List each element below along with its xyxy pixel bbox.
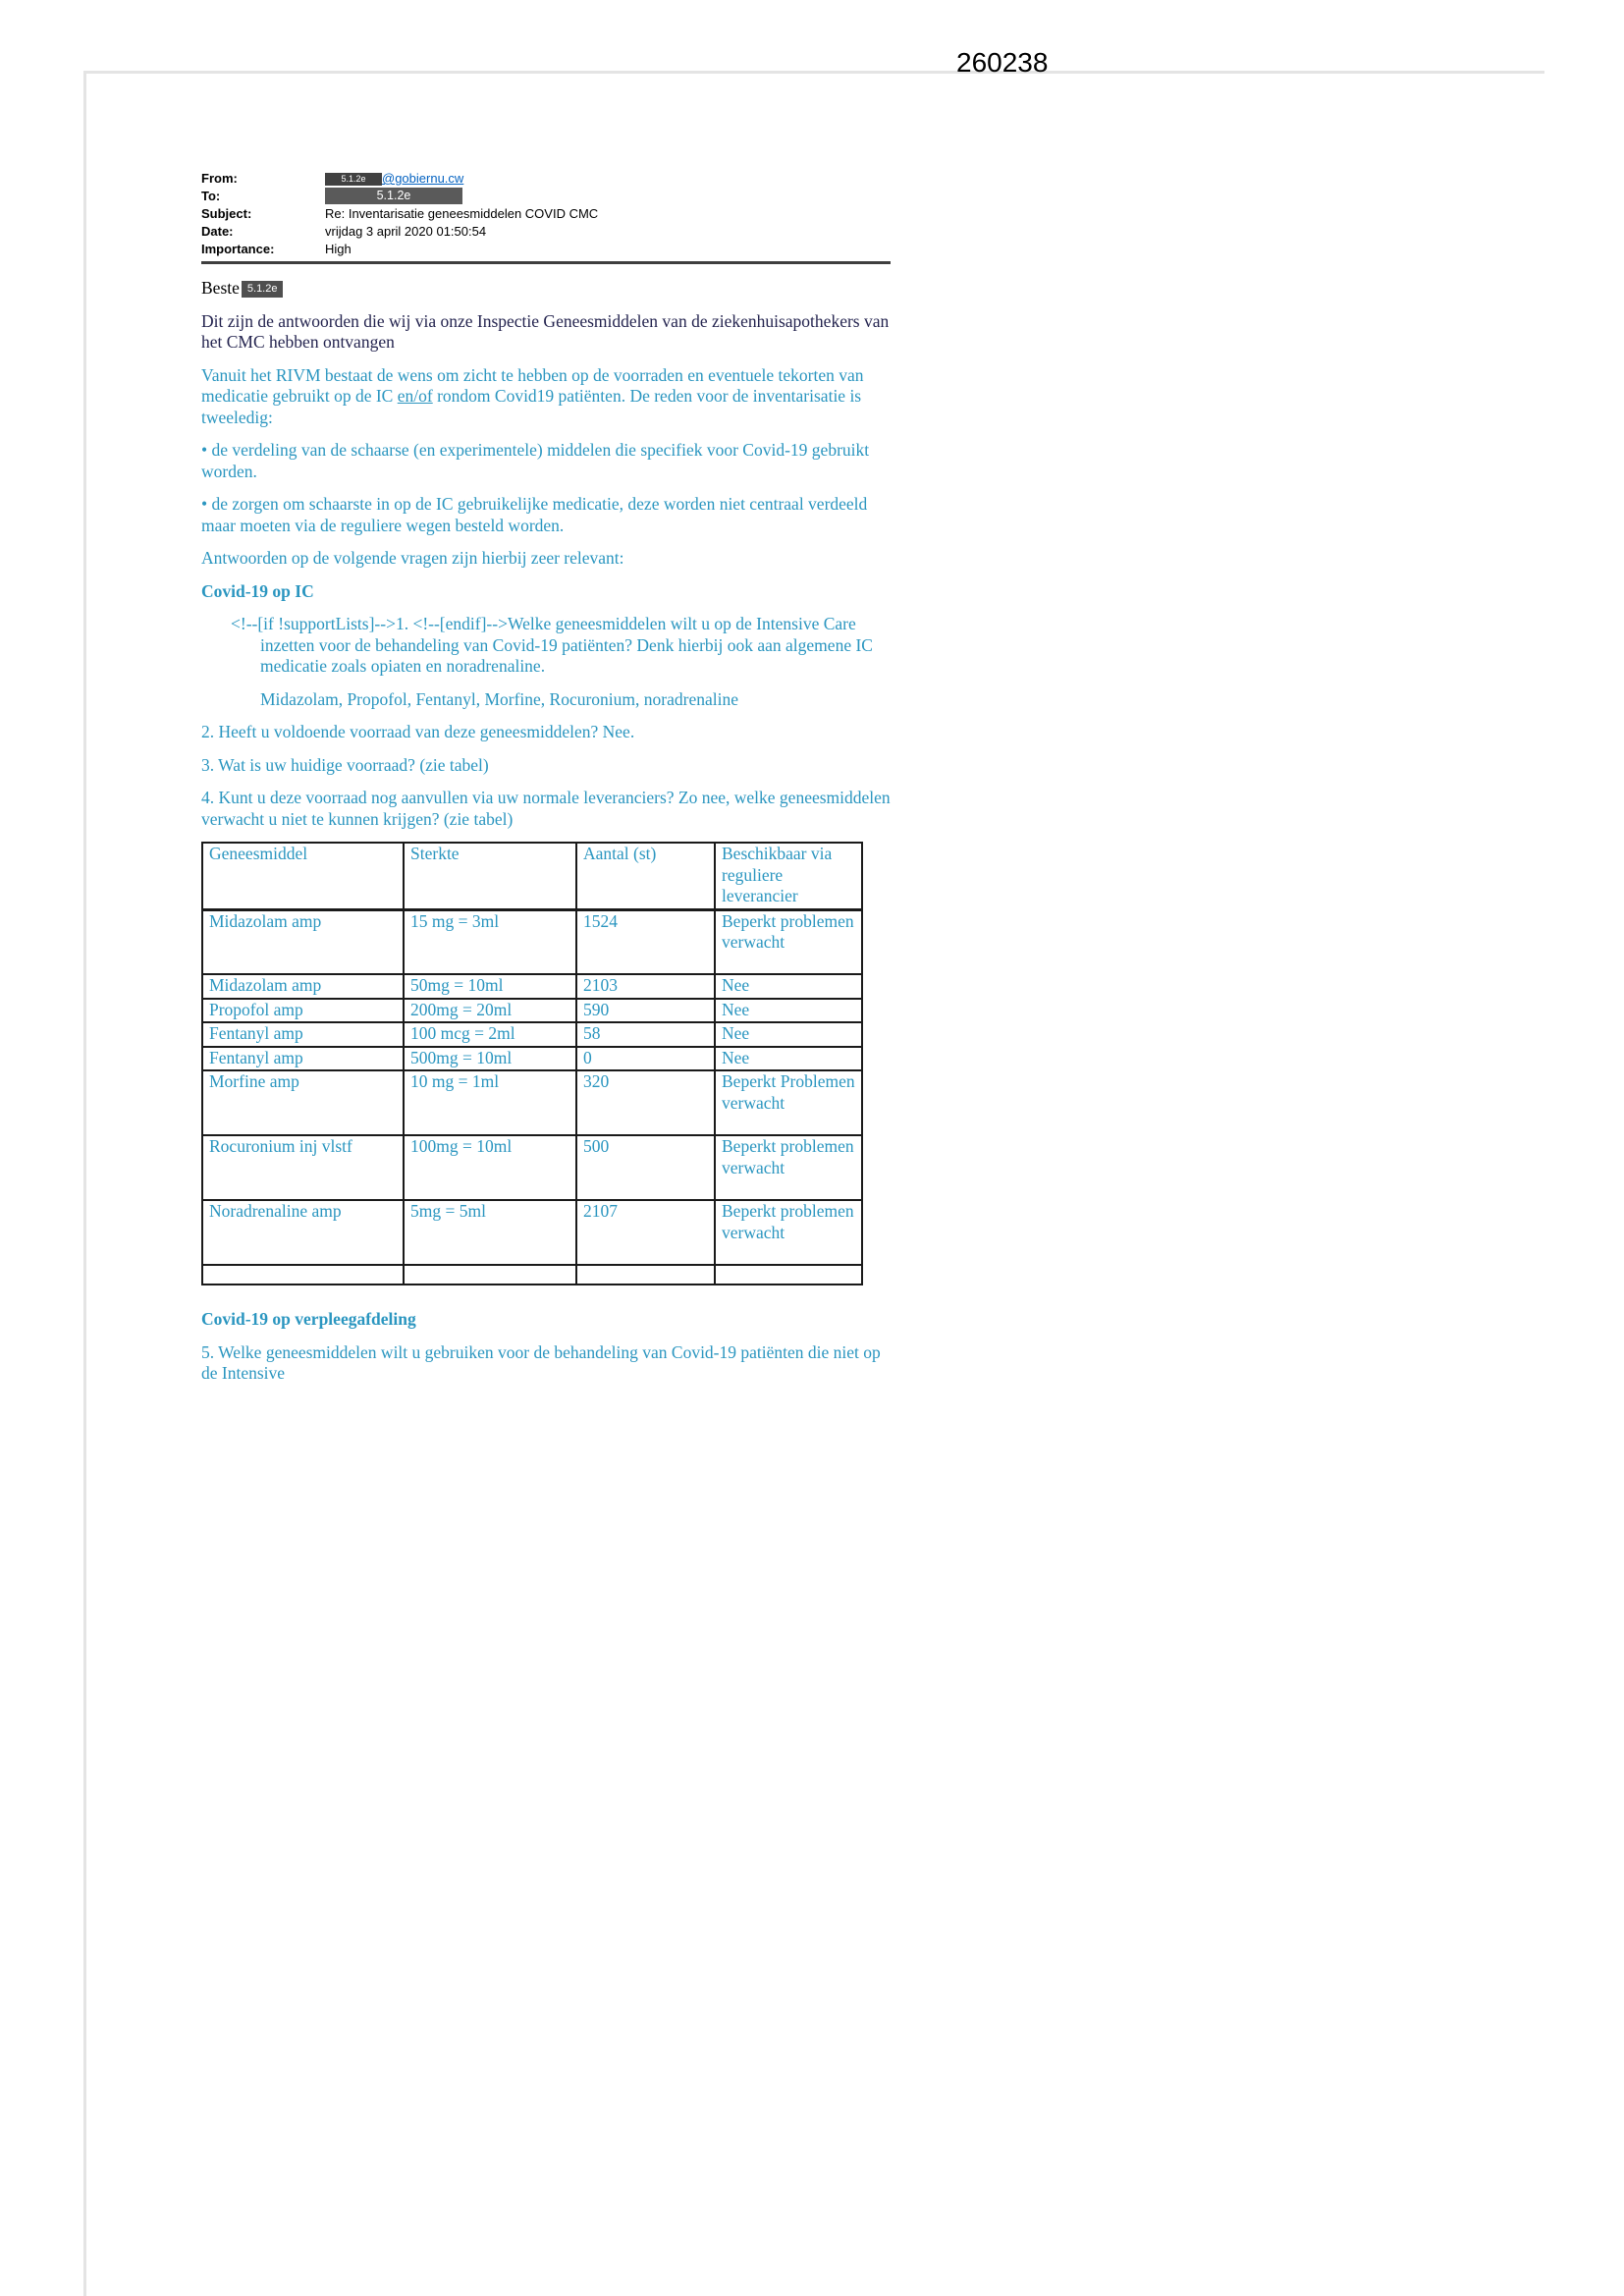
subject-value: Re: Inventarisatie geneesmiddelen COVID CMC [325,206,599,221]
cell-geneesmiddel: Midazolam amp [202,909,404,974]
scan-edge-left [83,71,86,2296]
rivm-paragraph [201,365,894,429]
redaction-box: 5.1.2e [325,188,462,204]
redaction-box: 5.1.2e [242,281,284,298]
cell-beschikbaar: Beperkt problemen verwacht [715,1200,862,1265]
table-header-row [202,843,862,909]
table-row [202,1022,862,1047]
header-row-from [201,170,889,187]
cell-sterkte: 200mg = 20ml [404,999,576,1023]
from-label: From: [201,171,238,186]
table-row [202,1070,862,1135]
cell-beschikbaar: Beperkt Problemen verwacht [715,1070,862,1135]
cell-beschikbaar: Nee [715,974,862,999]
cell-aantal: 2107 [576,1200,715,1265]
header-separator [201,261,891,264]
header-row-date [201,223,889,240]
email-header [201,170,889,258]
rivm-text-1: Vanuit het RIVM bestaat de wens om zicht te hebben op de voorraden en eventuele tekorten van medicatie gebruikt op de IC [201,364,864,406]
cell-sterkte: 5mg = 5ml [404,1200,576,1265]
cell-geneesmiddel: Fentanyl amp [202,1022,404,1047]
bullet-item-1: • de verdeling van de schaarse (en experimentele) middelen die specifiek voor Covid-19 gebruikt worden. [201,440,870,481]
cell-sterkte [404,1265,576,1285]
from-value [325,170,463,187]
table-row [202,909,862,974]
cell-geneesmiddel: Propofol amp [202,999,404,1023]
cell-geneesmiddel: Midazolam amp [202,974,404,999]
cell-aantal: 2103 [576,974,715,999]
date-value: vrijdag 3 april 2020 01:50:54 [325,224,487,239]
table-row [202,999,862,1023]
bullet-item-2: • de zorgen om schaarste in op de IC gebruikelijke medicatie, deze worden niet centraal verdeeld maar moeten via de reguliere wegen besteld worden. [201,494,868,535]
cell-aantal: 500 [576,1135,715,1200]
medication-stock-table [201,842,863,1285]
header-row-importance [201,241,889,257]
cell-sterkte: 100 mcg = 2ml [404,1022,576,1047]
importance-value: High [325,242,352,256]
section-heading-covid-verpleegafdeling: Covid-19 op verpleegafdeling [201,1309,416,1329]
column-header-beschikbaar: Beschikbaar via reguliere leverancier [715,843,862,909]
redaction-box: 5.1.2e [325,173,382,186]
rivm-underlined-text: en/of [397,386,433,406]
cell-geneesmiddel [202,1265,404,1285]
cell-aantal: 590 [576,999,715,1023]
cell-geneesmiddel: Morfine amp [202,1070,404,1135]
subject-label: Subject: [201,206,252,221]
question-1-answer: Midazolam, Propofol, Fentanyl, Morfine, Rocuronium, noradrenaline [260,688,738,709]
to-label: To: [201,189,221,203]
cell-beschikbaar [715,1265,862,1285]
cell-beschikbaar: Beperkt problemen verwacht [715,909,862,974]
cell-sterkte: 15 mg = 3ml [404,909,576,974]
cell-aantal: 58 [576,1022,715,1047]
cell-aantal: 1524 [576,909,715,974]
table-row [202,974,862,999]
header-row-subject [201,205,889,222]
question-2: 2. Heeft u voldoende voorraad van deze geneesmiddelen? Nee. [201,722,635,741]
cell-beschikbaar: Nee [715,999,862,1023]
cell-geneesmiddel: Rocuronium inj vlstf [202,1135,404,1200]
cell-beschikbaar: Nee [715,1022,862,1047]
email-link[interactable]: @gobiernu.cw [382,171,464,186]
section-heading-covid-ic: Covid-19 op IC [201,580,314,601]
question-1: <!--[if !supportLists]-->1. <!--[endif]-->Welke geneesmiddelen wilt u op de Intensive Care inzetten voor de behandeling van Covid-19 patiënten? Denk hierbij ook aan algemene IC medicatie zoals opiaten en noradrenaline. [231,614,873,676]
scan-edge-top [83,71,1544,74]
email-body [201,278,894,1396]
greeting-text: Beste [201,278,240,298]
greeting-line [201,278,894,300]
antwoorden-paragraph: Antwoorden op de volgende vragen zijn hierbij zeer relevant: [201,548,624,568]
question-5: 5. Welke geneesmiddelen wilt u gebruiken voor de behandeling van Covid-19 patiënten die niet op de Intensive [201,1341,881,1383]
cell-aantal: 0 [576,1047,715,1071]
cell-geneesmiddel: Noradrenaline amp [202,1200,404,1265]
cell-sterkte: 100mg = 10ml [404,1135,576,1200]
question-3: 3. Wat is uw huidige voorraad? (zie tabel) [201,754,489,775]
header-row-to [201,188,889,204]
date-label: Date: [201,224,234,239]
page-number: 260238 [956,47,1049,78]
cell-sterkte: 10 mg = 1ml [404,1070,576,1135]
cell-beschikbaar: Nee [715,1047,862,1071]
cell-beschikbaar: Beperkt problemen verwacht [715,1135,862,1200]
rivm-text-2: rondom Covid19 patiënten. De reden voor de inventarisatie is tweeledig: [201,386,862,427]
cell-sterkte: 500mg = 10ml [404,1047,576,1071]
table-row [202,1135,862,1200]
table-row-empty [202,1265,862,1285]
cell-sterkte: 50mg = 10ml [404,974,576,999]
cell-aantal: 320 [576,1070,715,1135]
cell-aantal [576,1265,715,1285]
intro-paragraph: Dit zijn de antwoorden die wij via onze Inspectie Geneesmiddelen van de ziekenhuisapothekers van het CMC hebben ontvangen [201,310,890,352]
column-header-sterkte: Sterkte [404,843,576,909]
importance-label: Importance: [201,242,275,256]
table-row [202,1047,862,1071]
question-4: 4. Kunt u deze voorraad nog aanvullen via uw normale leveranciers? Zo nee, welke geneesmiddelen verwacht u niet te kunnen krijgen? (zie tabel) [201,788,891,829]
cell-geneesmiddel: Fentanyl amp [202,1047,404,1071]
table-row [202,1200,862,1265]
column-header-aantal: Aantal (st) [576,843,715,909]
column-header-geneesmiddel: Geneesmiddel [202,843,404,909]
